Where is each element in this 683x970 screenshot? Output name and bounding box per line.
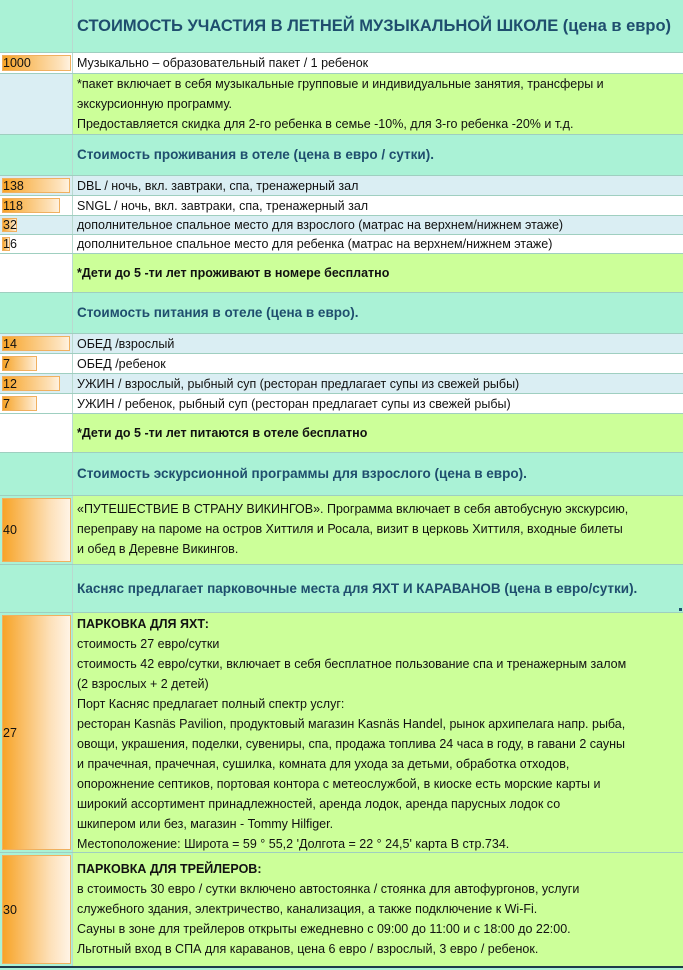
description-line: стоимость 27 евро/сутки <box>77 637 220 651</box>
page-title: СТОИМОСТЬ УЧАСТИЯ В ЛЕТНЕЙ МУЗЫКАЛЬНОЙ ШКОЛЕ (цена в евро) <box>77 17 672 35</box>
description-line: «ПУТЕШЕСТВИЕ В СТРАНУ ВИКИНГОВ». Программа включает в себя автобусную экскурсию, <box>77 502 629 516</box>
section-title: Стоимость питания в отеле (цена в евро). <box>77 305 359 320</box>
value-cell <box>0 374 73 393</box>
package-note <box>73 74 683 134</box>
table-row <box>0 354 683 374</box>
table-row <box>0 196 683 216</box>
value-cell-empty <box>0 453 73 495</box>
section-header-excursion <box>0 453 683 496</box>
price-value: 40 <box>3 523 17 537</box>
table-row-package <box>0 53 683 74</box>
value-cell <box>0 216 73 234</box>
description-line: широкий ассортимент принадлежностей, аренда лодок, аренда парусных лодок со <box>77 797 561 811</box>
price-value: 14 <box>3 336 17 351</box>
value-cell <box>0 613 73 852</box>
excursion-description <box>73 496 683 564</box>
description-line: переправу на пароме на остров Хиттиля и Росала, визит в церковь Хиттиля, входные билеты <box>77 522 623 536</box>
value-cell-empty <box>0 414 73 452</box>
price-value: 1000 <box>3 56 31 70</box>
table-row <box>0 334 683 354</box>
price-value: 138 <box>3 178 24 193</box>
value-cell <box>0 853 73 966</box>
value-cell <box>0 53 73 73</box>
value-cell-empty <box>0 135 73 175</box>
note-row-package <box>0 74 683 135</box>
value-cell-empty <box>0 74 73 134</box>
item-label: УЖИН / ребенок, рыбный суп (ресторан предлагает супы из свежей рыбы) <box>77 397 511 411</box>
table-row <box>0 374 683 394</box>
table-row <box>0 394 683 414</box>
price-value: 30 <box>3 902 17 917</box>
item-label: ОБЕД /ребенок <box>77 357 166 371</box>
item-label: ОБЕД /взрослый <box>77 337 175 351</box>
trailer-parking-title: ПАРКОВКА ДЛЯ ТРЕЙЛЕРОВ: <box>77 862 262 876</box>
price-value: 16 <box>3 237 17 251</box>
value-cell-empty <box>0 254 73 292</box>
title-row <box>0 0 683 53</box>
value-cell <box>0 176 73 195</box>
section-header-meals <box>0 293 683 334</box>
section-header-hotel <box>0 135 683 176</box>
value-cell <box>0 354 73 373</box>
value-cell <box>0 196 73 215</box>
price-value: 12 <box>3 376 17 391</box>
section-header-parking <box>0 565 683 613</box>
item-label: DBL / ночь, вкл. завтраки, спа, тренажерный зал <box>77 179 359 193</box>
note-line: *пакет включает в себя музыкальные групповые и индивидуальные занятия, трансферы и <box>77 77 604 91</box>
hotel-note: *Дети до 5 -ти лет проживают в номере бесплатно <box>73 254 683 292</box>
note-row-hotel <box>0 254 683 293</box>
note-row-meals <box>0 414 683 453</box>
description-line: шкипером или без, магазин - Tommy Hilfiger. <box>77 817 334 831</box>
value-cell-empty <box>0 293 73 333</box>
description-line: и прачечная, прачечная, сушилка, комната для ухода за детьми, обработка отходов, <box>77 757 570 771</box>
table-row-excursion <box>0 496 683 565</box>
description-line: Порт Касняс предлагает полный спектр услуг: <box>77 697 345 711</box>
value-cell <box>0 394 73 413</box>
item-label: УЖИН / взрослый, рыбный суп (ресторан предлагает супы из свежей рыбы) <box>77 377 520 391</box>
description-line: стоимость 42 евро/сутки, включает в себя бесплатное пользование спа и тренажерным залом <box>77 657 627 671</box>
item-label: SNGL / ночь, вкл. завтраки, спа, тренажерный зал <box>77 199 369 213</box>
price-value: 7 <box>3 356 10 371</box>
description-line: овощи, украшения, поделки, сувениры, спа, продажа топлива 24 часа в году, в гавани 2 сауны <box>77 737 625 751</box>
section-title: Касняс предлагает парковочные места для ЯХТ И КАРАВАНОВ (цена в евро/сутки). <box>77 580 638 596</box>
item-label: дополнительное спальное место для ребенка (матрас на верхнем/нижнем этаже) <box>77 237 553 251</box>
value-cell <box>0 334 73 353</box>
description-line: ресторан Kasnäs Pavilion, продуктовый магазин Kasnäs Handel, рынок архипелага напр. рыба, <box>77 717 626 731</box>
price-value: 7 <box>3 396 10 411</box>
table-row <box>0 176 683 196</box>
description-line: опорожнение септиков, портовая контора с метеослужбой, в киоске есть морские карты и <box>77 777 601 791</box>
value-cell-empty <box>0 0 73 52</box>
description-line: Сауны в зоне для трейлеров открыты ежедневно с 09:00 до 11:00 и с 18:00 до 22:00. <box>77 922 571 936</box>
meals-note: *Дети до 5 -ти лет питаются в отеле бесплатно <box>73 414 683 452</box>
yacht-parking-description <box>73 613 683 852</box>
value-cell-empty <box>0 565 73 612</box>
trailer-parking-description <box>73 853 683 966</box>
value-cell <box>0 496 73 564</box>
item-label: Музыкально – образовательный пакет / 1 ребенок <box>77 56 369 70</box>
description-line: служебного здания, электричество, канализация, а также подключение к Wi-Fi. <box>77 902 538 916</box>
section-title: Стоимость эскурсионной программы для взрослого (цена в евро). <box>77 466 527 481</box>
resize-handle-icon <box>679 608 682 611</box>
description-line: (2 взрослых + 2 детей) <box>77 677 209 691</box>
price-value: 118 <box>3 198 23 213</box>
note-line: экскурсионную программу. <box>77 97 232 111</box>
table-row-yacht-parking <box>0 613 683 853</box>
price-value: 32 <box>3 218 17 232</box>
price-value: 27 <box>3 725 17 740</box>
table-row <box>0 216 683 235</box>
note-line: Предоставляется скидка для 2-го ребенка в семье -10%, для 3-го ребенка -20% и т.д. <box>77 117 574 131</box>
table-row-trailer-parking <box>0 853 683 968</box>
yacht-parking-title: ПАРКОВКА ДЛЯ ЯХТ: <box>77 617 209 631</box>
value-cell <box>0 235 73 253</box>
item-label: дополнительное спальное место для взрослого (матрас на верхнем/нижнем этаже) <box>77 218 564 232</box>
section-title: Стоимость проживания в отеле (цена в евро / сутки). <box>77 147 434 162</box>
description-line: Местоположение: Широта = 59 ° 55,2 'Долгота = 22 ° 24,5' карта B стр.734. <box>77 837 510 851</box>
description-line: в стоимость 30 евро / сутки включено автостоянка / стоянка для автофургонов, услуги <box>77 882 580 896</box>
table-row <box>0 235 683 254</box>
description-line: Льготный вход в СПА для караванов, цена 6 евро / взрослый, 3 евро / ребенок. <box>77 942 539 956</box>
description-line: и обед в Деревне Викингов. <box>77 542 239 556</box>
